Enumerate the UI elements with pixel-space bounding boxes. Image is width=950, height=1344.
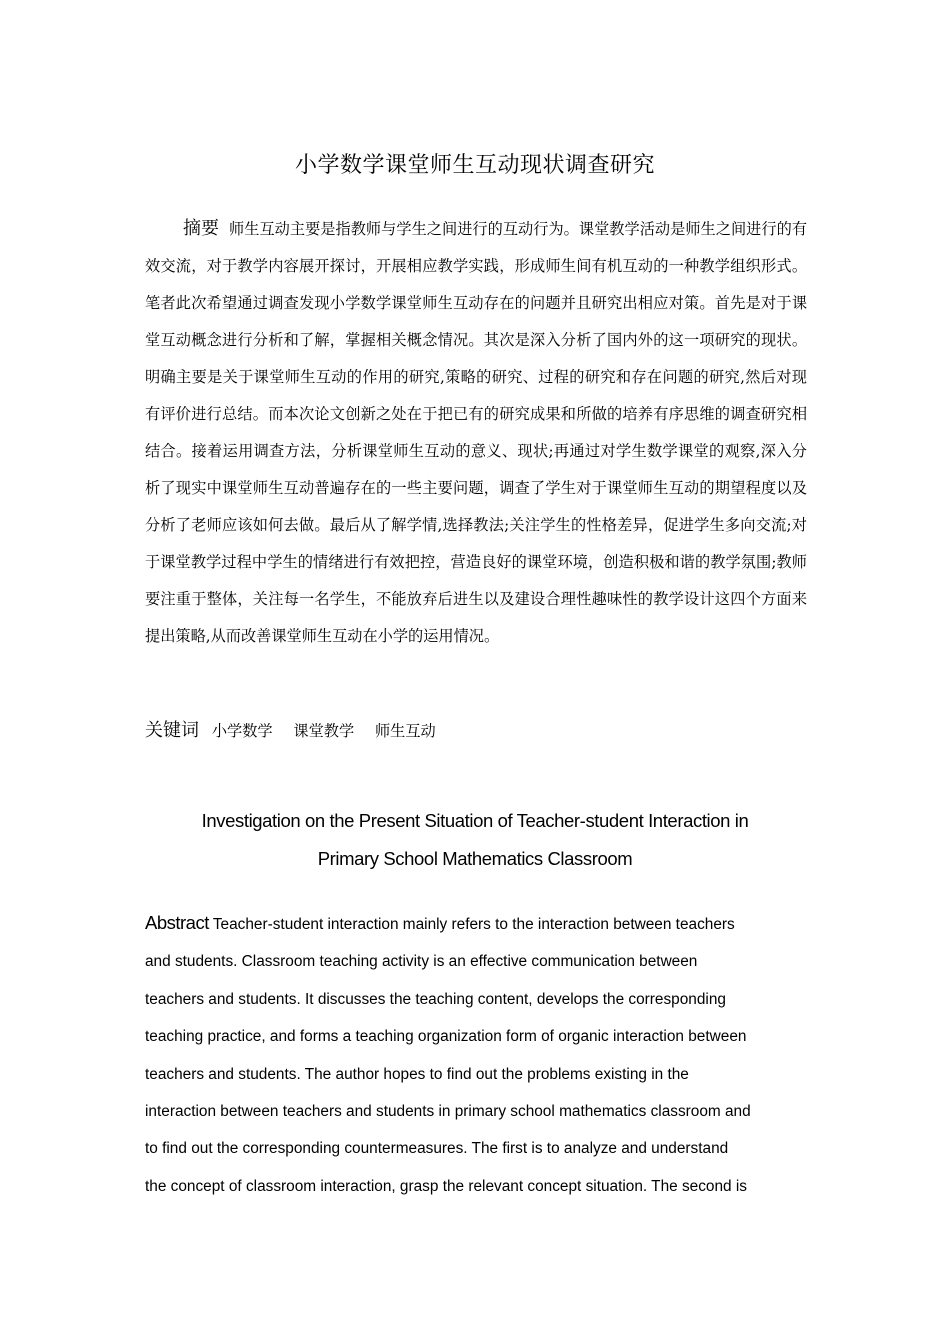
keyword: 师生互动: [374, 722, 436, 740]
english-title-line: Primary School Mathematics Classroom: [317, 848, 633, 869]
english-abstract: [145, 904, 810, 1205]
chinese-keywords-label: 关键词: [145, 720, 199, 741]
english-title: [120, 802, 830, 878]
english-abstract-line: [145, 904, 810, 943]
english-abstract-line: interaction between teachers and students in primary school mathematics classroom and: [145, 1103, 751, 1121]
english-abstract-text: Teacher-student interaction mainly refers to the interaction between teachers: [212, 916, 735, 933]
english-abstract-line: the concept of classroom interaction, grasp the relevant concept situation. The second is: [145, 1177, 748, 1195]
chinese-keywords: [145, 712, 807, 750]
chinese-title: 小学数学课堂师生互动现状调查研究: [294, 153, 655, 178]
keyword: 课堂教学: [293, 722, 355, 740]
chinese-abstract-text: 师生互动主要是指教师与学生之间进行的互动行为。课堂教学活动是师生之间进行的有效交流，对于教学内容展开探讨，开展相应教学实践，形成师生间有机互动的一种教学组织形式。笔者此次希望通过调查发现小学数学课堂师生互动存在的问题并且研究出相应对策。首先是对于课堂互动概念进行分析和了解，掌握相关概念情况。其次是深入分析了国内外的这一项研究的现状。明确主要是关于课堂师生互动的作用的研究,策略的研究、过程的研究和存在问题的研究,然后对现有评价进行总结。而本次论文创新之处在于把已有的研究成果和所做的培养有序思维的调查研究相结合。接着运用调查方法，分析课堂师生互动的意义、现状;再通过对学生数学课堂的观察,深入分析了现实中课堂师生互动普遍存在的一些主要问题，调查了学生对于课堂师生互动的期望程度以及分析了老师应该如何去做。最后从了解学情,选择教法;关注学生的性格差异，促进学生多向交流;对于课堂教学过程中学生的情绪进行有效把控，营造良好的课堂环境，创造积极和谐的教学氛围;教师要注重于整体，关注每一名学生，不能放弃后进生以及建设合理性趣味性的教学设计这四个方面来提出策略,从而改善课堂师生互动在小学的运用情况。: [145, 220, 808, 645]
keyword: 小学数学: [211, 722, 273, 740]
english-abstract-line: teachers and students. It discusses the teaching content, develops the corresponding: [145, 990, 726, 1008]
english-abstract-line: teaching practice, and forms a teaching organization form of organic interaction between: [145, 1028, 747, 1046]
english-title-line: Investigation on the Present Situation of Teacher-student Interaction in: [201, 810, 749, 831]
english-abstract-line: to find out the corresponding countermeasures. The first is to analyze and understand: [145, 1140, 729, 1158]
english-abstract-line: teachers and students. The author hopes to find out the problems existing in the: [145, 1065, 689, 1083]
chinese-abstract-label: 摘要: [183, 218, 220, 239]
english-abstract-line: and students. Classroom teaching activity is an effective communication between: [145, 953, 698, 971]
chinese-abstract: [145, 210, 807, 655]
english-abstract-label: Abstract: [145, 912, 209, 933]
